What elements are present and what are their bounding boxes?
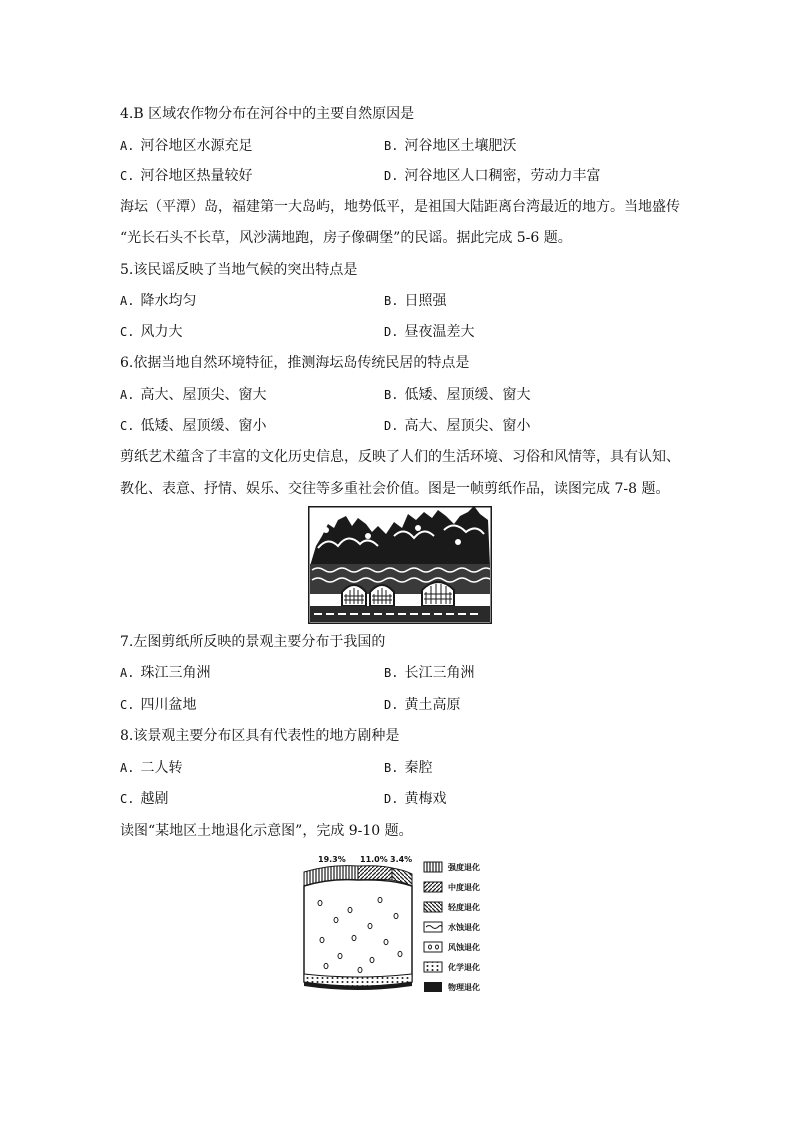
option-letter: B. (384, 294, 399, 308)
option-text: 昼夜温差大 (404, 324, 475, 340)
option-letter: C. (120, 698, 135, 712)
option-text: 河谷地区水源充足 (140, 138, 253, 154)
passage-haitan-line2: “光长石头不长草，风沙满地跑，房子像碉堡”的民谣。据此完成 5-6 题。 (120, 230, 572, 246)
option-text: 降水均匀 (140, 293, 197, 309)
q8-stem: 8.该景观主要分布区具有代表性的地方剧种是 (120, 728, 400, 744)
legend-swatch-severe (424, 862, 442, 872)
label-severe-percent: 19.3% (318, 855, 346, 864)
legend-label-chemical: 化学退化 (448, 963, 480, 972)
q7-stem: 7.左图剪纸所反映的景观主要分布于我国的 (120, 634, 386, 650)
legend-swatch-light (424, 902, 442, 912)
option-text: 黄梅戏 (404, 791, 447, 807)
option-letter: A. (120, 761, 135, 775)
label-moderate-percent: 11.0% (360, 855, 388, 864)
legend-label-water: 水蚀退化 (448, 923, 480, 932)
option-letter: A. (120, 294, 135, 308)
option-letter: C. (120, 419, 135, 433)
option-text: 河谷地区土壤肥沃 (404, 138, 517, 154)
q6-option-a (120, 386, 266, 404)
option-letter: A. (120, 666, 135, 680)
label-light-percent: 3.4% (390, 855, 413, 864)
option-text: 风力大 (140, 324, 183, 340)
option-letter: A. (120, 139, 135, 153)
option-text: 越剧 (140, 791, 169, 807)
q8-option-b (384, 759, 432, 777)
option-text: 河谷地区热量较好 (140, 168, 253, 184)
q6-option-b (384, 386, 530, 404)
legend-label-wind: 风蚀退化 (448, 943, 480, 952)
option-letter: B. (384, 139, 399, 153)
land-degradation-figure (300, 848, 500, 998)
option-text: 高大、屋顶尖、窗小 (404, 418, 531, 434)
q7-option-d (384, 696, 460, 714)
option-letter: D. (384, 325, 399, 339)
option-text: 日照强 (404, 293, 447, 309)
option-text: 低矮、屋顶缓、窗大 (404, 387, 531, 403)
legend-label-physical: 物理退化 (448, 983, 480, 992)
legend-swatch-wind (424, 942, 442, 952)
option-text: 长江三角洲 (404, 665, 475, 681)
q7-option-c (120, 696, 196, 714)
q4-option-b (384, 137, 516, 155)
q4-option-a (120, 137, 252, 155)
option-letter: A. (120, 388, 135, 402)
option-text: 河谷地区人口稠密，劳动力丰富 (404, 168, 601, 184)
legend-label-severe: 强度退化 (448, 863, 480, 872)
q4-option-d (384, 167, 600, 185)
q8-option-d (384, 790, 446, 808)
option-letter: C. (120, 325, 135, 339)
option-text: 高大、屋顶尖、窗大 (140, 387, 267, 403)
q5-stem: 5.该民谣反映了当地气候的突出特点是 (120, 262, 358, 278)
q7-option-a (120, 664, 210, 682)
passage-haitan-line1: 海坛（平潭）岛，福建第一大岛屿，地势低平，是祖国大陆距离台湾最近的地方。当地盛传 (120, 199, 680, 215)
option-text: 二人转 (140, 760, 183, 776)
legend-label-moderate: 中度退化 (448, 883, 480, 892)
legend-swatch-moderate (424, 882, 442, 892)
q6-option-c (120, 417, 266, 435)
option-letter: D. (384, 698, 399, 712)
option-text: 珠江三角洲 (140, 665, 211, 681)
option-text: 四川盆地 (140, 697, 197, 713)
legend (424, 862, 480, 992)
option-letter: B. (384, 666, 399, 680)
q8-option-a (120, 759, 182, 777)
q5-option-d (384, 323, 474, 341)
option-letter: C. (120, 792, 135, 806)
q5-option-c (120, 323, 182, 341)
q5-option-b (384, 292, 446, 310)
passage-papercut-line2: 教化、表意、抒情、娱乐、交往等多重社会价值。图是一帧剪纸作品，读图完成 7-8 题。 (120, 481, 670, 497)
q8-option-c (120, 790, 168, 808)
papercut-figure (308, 506, 492, 624)
segment-moderate (358, 866, 392, 880)
option-letter: B. (384, 761, 399, 775)
passage-land-degradation: 读图“某地区土地退化示意图”，完成 9-10 题。 (120, 823, 413, 839)
q6-option-d (384, 417, 530, 435)
q5-option-a (120, 292, 196, 310)
q4-option-c (120, 167, 252, 185)
legend-swatch-chemical (424, 962, 442, 972)
legend-swatch-physical (424, 982, 442, 992)
option-text: 秦腔 (404, 760, 433, 776)
q7-option-b (384, 664, 474, 682)
option-letter: D. (384, 792, 399, 806)
q4-stem: 4.B 区域农作物分布在河谷中的主要自然原因是 (120, 106, 415, 122)
passage-papercut-line1: 剪纸艺术蕴含了丰富的文化历史信息，反映了人们的生活环境、习俗和风情等，具有认知、 (120, 449, 680, 465)
option-letter: C. (120, 169, 135, 183)
option-letter: D. (384, 169, 399, 183)
option-text: 黄土高原 (404, 697, 461, 713)
option-text: 低矮、屋顶缓、窗小 (140, 418, 267, 434)
option-letter: D. (384, 419, 399, 433)
q6-stem: 6.依据当地自然环境特征，推测海坛岛传统民居的特点是 (120, 355, 470, 371)
legend-label-light: 轻度退化 (448, 903, 480, 912)
option-letter: B. (384, 388, 399, 402)
